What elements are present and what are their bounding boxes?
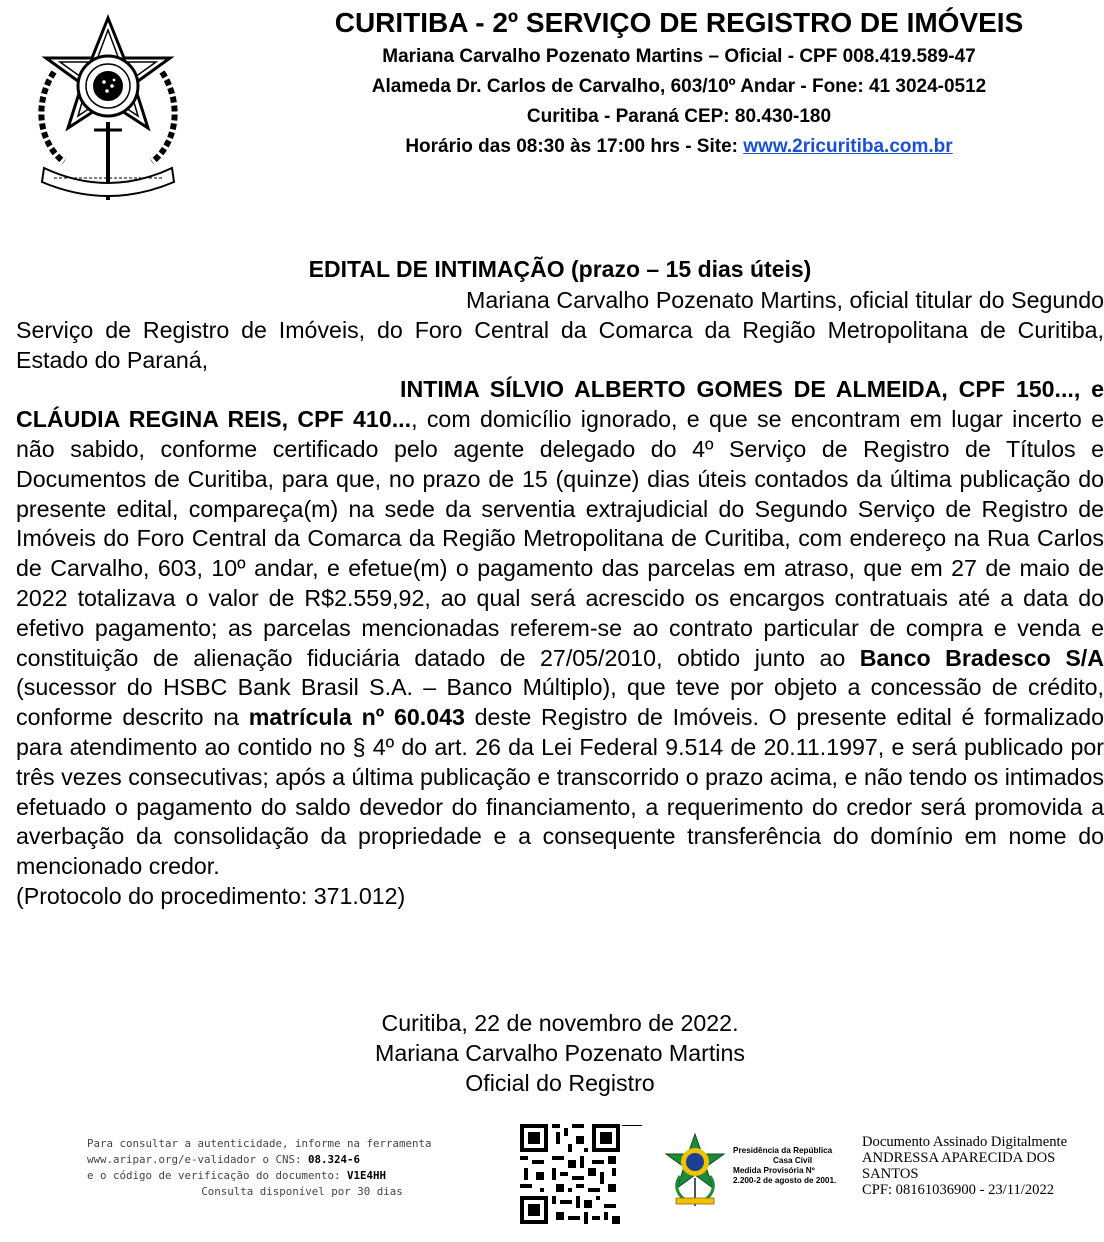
signed-line-1: Documento Assinado Digitalmente [862, 1134, 1068, 1150]
icp-brasil-emblem-icon [662, 1132, 728, 1208]
qr-divider [622, 1125, 642, 1126]
presidency-line-2: Casa Civil [773, 1156, 813, 1165]
verify-line-2 [87, 1152, 517, 1168]
summons-text-c: deste Registro de Imóveis. O presente edital é formalizado para atendimento ao contido no § 4º do art. 26 da Lei Federal 9.514 de 20.11.1997, e será publicado por três vezes consecutivas; após a última publicação e transcorrido o prazo acima, e não tendo os intimados efetuado o pagamento do saldo devedor do financiamento, a requerimento do credor será promovida a averbação da consolidação da propriedade e a consequente transferência do domínio em nome do mencionado credor. [16, 704, 1104, 880]
intro-paragraph: Mariana Carvalho Pozenato Martins, oficial titular do Segundo Serviço de Registro de Imóveis, do Foro Central da Comarca da Região Metropolitana de Curitiba, Estado do Paraná, [16, 287, 1104, 373]
registry-header [260, 4, 1098, 162]
digital-signature-block [862, 1134, 1102, 1198]
site-link[interactable]: www.2ricuritiba.com.br [743, 136, 953, 157]
verify-line-1: Para consultar a autenticidade, informe na ferramenta [87, 1137, 432, 1150]
summons-text-a: , com domicílio ignorado, e que se encontram em lugar incerto e não sabido, conforme certificado pelo agente delegado do 4º Serviço de Registro de Títulos e Documentos de Curitiba, para que, no prazo de 15 (quinze) dias úteis contados da última publicação do presente edital, compareça(m) na sede da serventia extrajudicial do Segundo Serviço de Registro de Imóveis do Foro Central da Comarca da Região Metropolitana de Curitiba, com endereço na Rua Carlos de Carvalho, 603, 10º andar, e efetue(m) o pagamento das parcelas em atraso, que em 27 de maio de 2022 totalizava o valor de R$2.559,92, ao qual será acrescido os encargos contratuais até a data do efetivo pagamento; as parcelas mencionadas referem-se ao contrato particular de compra e venda e constituição de alienação fiduciária datado de 27/05/2010, obtido junto ao [16, 406, 1104, 671]
verify-line-2-text: www.aripar.org/e-validador o CNS: [87, 1153, 309, 1166]
verify-line-3-text: e o código de verificação do documento: [87, 1169, 348, 1182]
document-title: EDITAL DE INTIMAÇÃO (prazo – 15 dias úteis) [308, 256, 812, 282]
place-date: Curitiba, 22 de novembro de 2022. [381, 1010, 739, 1036]
hours-line [260, 132, 1098, 162]
address-line: Alameda Dr. Carlos de Carvalho, 603/10º Andar - Fone: 41 3024-0512 [371, 76, 987, 97]
official-line: Mariana Carvalho Pozenato Martins – Oficial - CPF 008.419.589-47 [382, 46, 976, 67]
signed-line-2: ANDRESSA APARECIDA DOS [862, 1150, 1056, 1166]
city-line: Curitiba - Paraná CEP: 80.430-180 [526, 106, 832, 127]
bank-name: Banco Bradesco S/A [859, 644, 1104, 671]
signer-name: Mariana Carvalho Pozenato Martins [375, 1040, 745, 1066]
registry-title: CURITIBA - 2º SERVIÇO DE REGISTRO DE IMÓVEIS [334, 7, 1024, 38]
signed-line-3: SANTOS [862, 1166, 919, 1182]
closing-block [16, 1008, 1104, 1098]
verification-note [87, 1136, 517, 1200]
presidency-line-1: Presidência da República [733, 1146, 833, 1155]
protocol-line: (Protocolo do procedimento: 371.012) [16, 882, 406, 909]
presidency-line-3: Medida Provisória Nº [733, 1166, 815, 1175]
verify-line-4: Consulta disponível por 30 dias [201, 1185, 403, 1198]
signer-role: Oficial do Registro [465, 1070, 655, 1096]
document-body [16, 286, 1104, 912]
hours-text: Horário das 08:30 às 17:00 hrs - Site: [405, 136, 744, 157]
presidency-line-4: 2.200-2 de agosto de 2001. [733, 1176, 837, 1185]
presidency-block [733, 1146, 863, 1186]
qr-code-icon[interactable] [520, 1124, 620, 1224]
signed-line-4: CPF: 08161036900 - 23/11/2022 [862, 1182, 1055, 1198]
summons-paragraph [16, 375, 1104, 882]
verify-line-3 [87, 1168, 517, 1184]
summons-text-b: (sucessor do HSBC Bank Brasil S.A. – Banco Múltiplo), que teve por objeto a concessão de crédito, conforme descrito na [16, 674, 1104, 731]
verification-code: V1E4HH [347, 1169, 387, 1182]
cns-value: 08.324-6 [308, 1153, 361, 1166]
registration-number: matrícula nº 60.043 [248, 704, 465, 731]
brazil-coat-of-arms-icon [24, 12, 192, 208]
summoned-parties: INTIMA SÍLVIO ALBERTO GOMES DE ALMEIDA, CPF 150..., e CLÁUDIA REGINA REIS, CPF 410... [16, 376, 1104, 433]
